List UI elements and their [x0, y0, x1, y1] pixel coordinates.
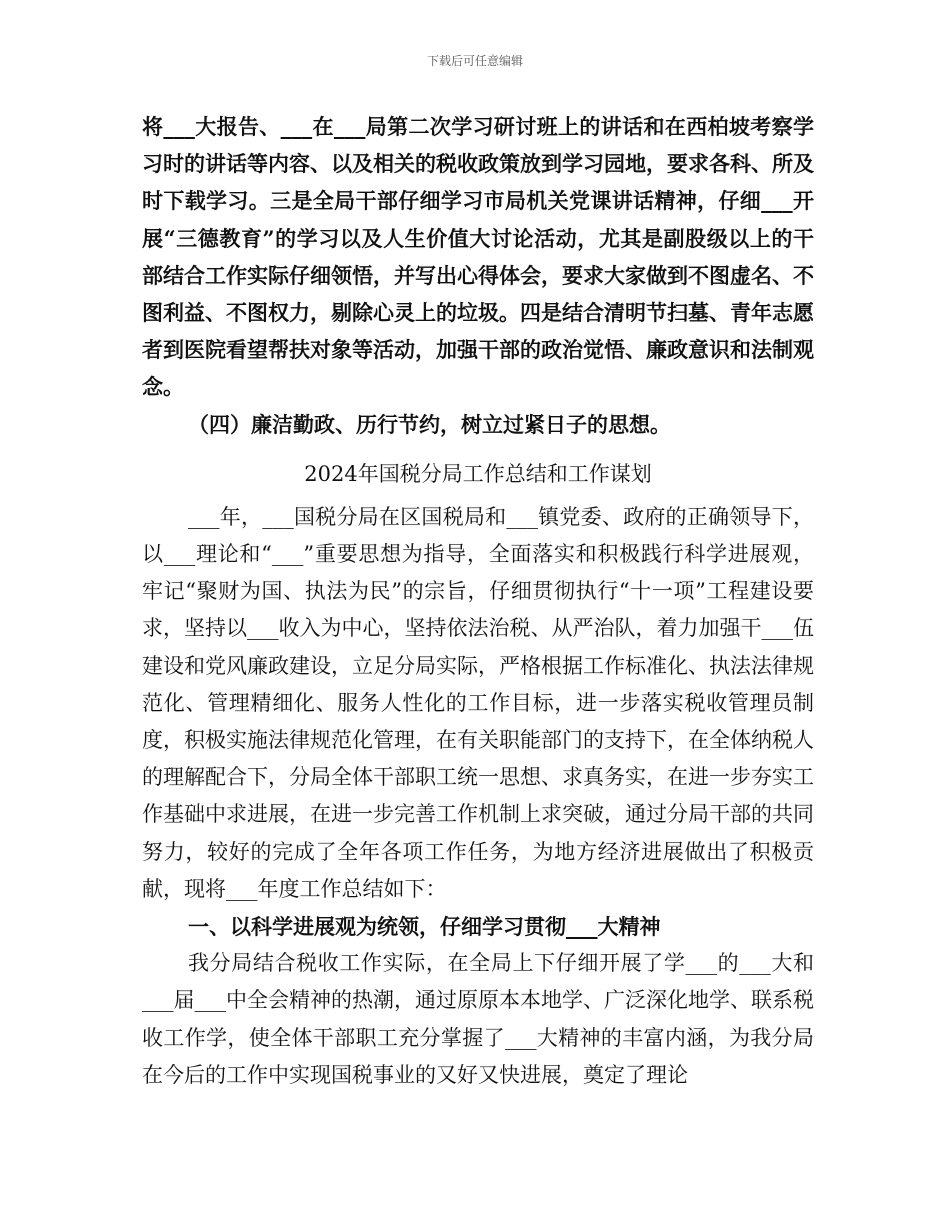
document-title: 2024年国税分局工作总结和工作谋划 — [304, 461, 652, 486]
section-heading-1: 一、以科学进展观为统领，仔细学习贯彻___大精神 — [188, 914, 661, 940]
paragraph-section-1: 我分局结合税收工作实际，在全局上下仔细开展了学___的___大和___届___中全会精神的热潮，通过原原本本地学、广泛深化地学、联系税收工作学，使全体干部职工充分掌握了___大精神的丰富内涵，为我分局在今后的工作中实现国税事业的又好又快进展，奠定了理论 — [142, 951, 814, 1087]
page-header-note: 下载后可任意编辑 — [426, 54, 523, 68]
document-body — [142, 108, 814, 1094]
paragraph-intro: ___年，___国税分局在区国税局和___镇党委、政府的正确领导下，以___理论和“___”重要思想为指导，全面落实和积极践行科学进展观，牢记“聚财为国、执法为民”的宗旨，仔细贯彻执行“十一项”工程建设要求，坚持以___收入为中心，坚持依法治税、从严治队，着力加强干___伍建设和党风廉政建设，立足分局实际，严格根据工作标准化、执法法律规范化、管理精细化、服务人性化的工作目标，进一步落实税收管理员制度，积极实施法律规范化管理，在有关职能部门的支持下，在全体纳税人的理解配合下，分局全体干部职工统一思想、求真务实，在进一步夯实工作基础中求进展，在进一步完善工作机制上求突破，通过分局干部的共同努力，较好的完成了全年各项工作任务，为地方经济进展做出了积极贡献，现将___年度工作总结如下： — [142, 504, 814, 901]
paragraph-1: 将___大报告、___在___局第二次学习研讨班上的讲话和在西柏坡考察学习时的讲话等内容、以及相关的税收政策放到学习园地，要求各科、所及时下载学习。三是全局干部仔细学习市局机关党课讲话精神，仔细___开展“三德教育”的学习以及人生价值大讨论活动，尤其是副股级以上的干部结合工作实际仔细领悟，并写出心得体会，要求大家做到不图虚名、不图利益、不图权力，剔除心灵上的垃圾。四是结合清明节扫墓、青年志愿者到医院看望帮扶对象等活动，加强干部的政治觉悟、廉政意识和法制观念。 — [142, 114, 814, 400]
section-subheading: （四）廉洁勤政、历行节约，树立过紧日子的思想。 — [188, 411, 671, 437]
